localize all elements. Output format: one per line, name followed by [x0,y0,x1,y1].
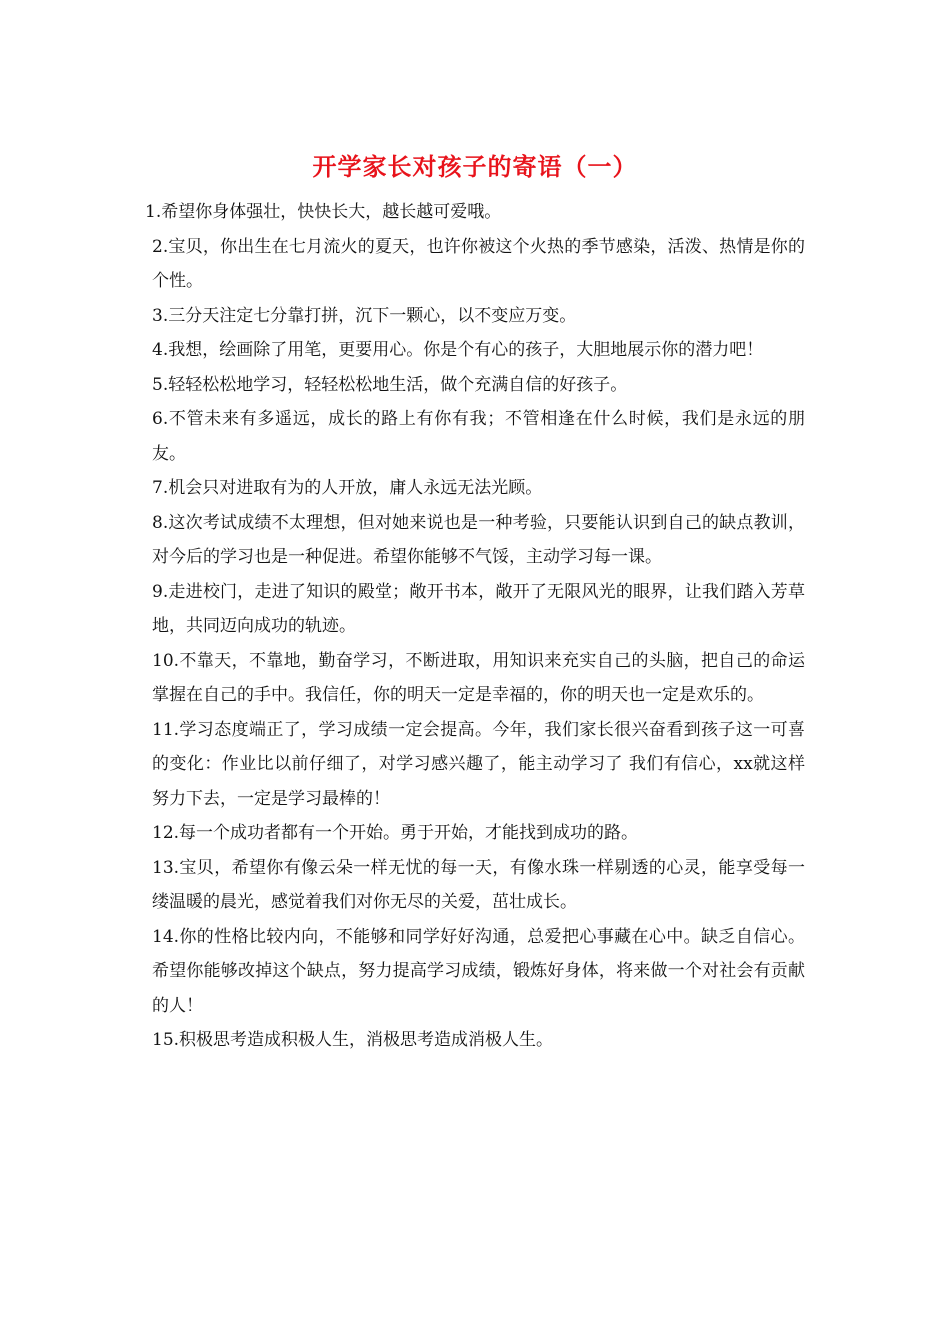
paragraph-6: 6.不管未来有多遥远，成长的路上有你有我；不管相逢在什么时候，我们是永远的朋友。 [152,409,805,464]
paragraph-9: 9.走进校门，走进了知识的殿堂；敞开书本，敞开了无限风光的眼界，让我们踏入芳草地，共同迈向成功的轨迹。 [152,581,805,636]
paragraph-10: 10.不靠天，不靠地，勤奋学习，不断进取，用知识来充实自己的头脑，把自己的命运掌握在自己的手中。我信任，你的明天一定是幸福的，你的明天也一定是欢乐的。 [152,650,805,705]
paragraph-15: 15.积极思考造成积极人生，消极思考造成消极人生。 [152,1030,554,1050]
paragraph-3: 3.三分天注定七分靠打拼，沉下一颗心，以不变应万变。 [152,305,577,326]
paragraph-8: 8.这次考试成绩不太理想，但对她来说也是一种考验，只要能认识到自己的缺点教训，对今后的学习也是一种促进。希望你能够不气馁，主动学习每一课。 [152,512,805,567]
paragraph-5: 5.轻轻松松地学习，轻轻松松地生活，做个充满自信的好孩子。 [152,374,628,395]
document-body [145,195,805,1058]
document-title: 开学家长对孩子的寄语（一） [312,153,638,181]
paragraph-4: 4.我想，绘画除了用笔，更要用心。你是个有心的孩子，大胆地展示你的潜力吧！ [152,340,764,360]
paragraph-11: 11.学习态度端正了，学习成绩一定会提高。今年，我们家长很兴奋看到孩子这一可喜的变化：作业比以前仔细了，对学习感兴趣了，能主动学习了 我们有信心，xx就这样努力下去，一定是学习最棒的！ [152,719,805,809]
paragraph-2: 2.宝贝，你出生在七月流火的夏天，也许你被这个火热的季节感染，活泼、热情是你的个性。 [152,236,805,291]
paragraph-13: 13.宝贝，希望你有像云朵一样无忧的每一天，有像水珠一样剔透的心灵，能享受每一缕温暖的晨光，感觉着我们对你无尽的关爱，茁壮成长。 [152,857,805,912]
paragraph-7: 7.机会只对进取有为的人开放，庸人永远无法光顾。 [152,478,543,498]
paragraph-12: 12.每一个成功者都有一个开始。勇于开始，才能找到成功的路。 [152,823,639,843]
paragraph-1: 1.希望你身体强壮，快快长大，越长越可爱哦。 [145,202,502,222]
paragraph-14: 14.你的性格比较内向，不能够和同学好好沟通，总爱把心事藏在心中。缺乏自信心。希望你能够改掉这个缺点，努力提高学习成绩，锻炼好身体，将来做一个对社会有贡献的人！ [152,926,805,1016]
